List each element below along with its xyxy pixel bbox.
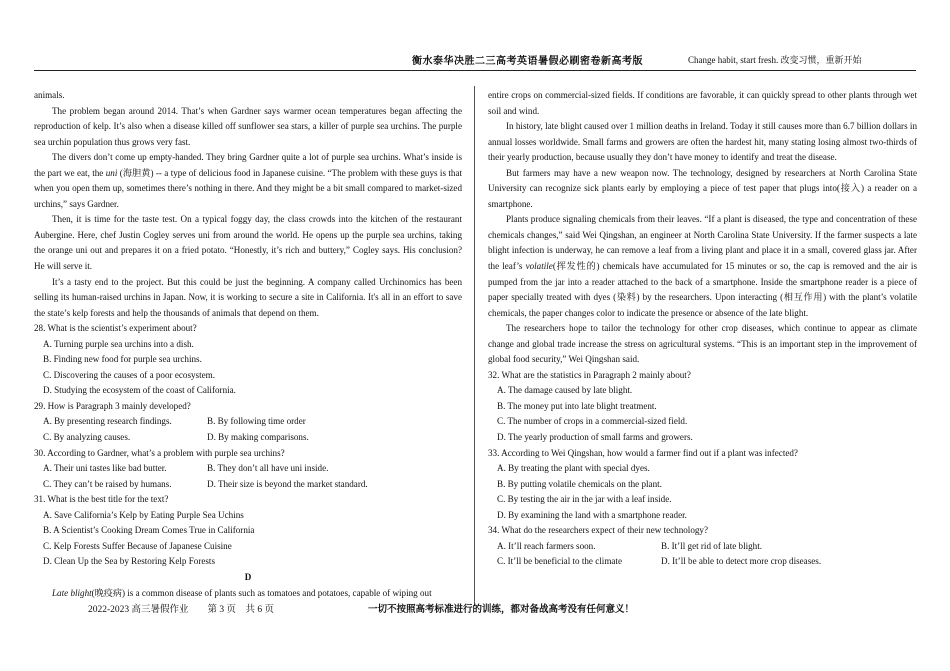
paragraph: Late blight(晚疫病) is a common disease of plants such as tomatoes and potatoes, capable of wiping out	[52, 587, 432, 598]
left-column	[34, 88, 462, 601]
option: B. They don’t all have uni inside.	[207, 463, 329, 474]
option: B. It’ll get rid of late blight.	[661, 540, 763, 551]
question-29: 29. How is Paragraph 3 mainly developed?	[34, 400, 191, 411]
option: B. Finding new food for purple sea urchins.	[43, 354, 202, 365]
paragraph: entire crops on commercial-sized fields. If conditions are favorable, it can quickly spread to other plants through wet soil and wind.	[488, 90, 917, 116]
option: B. A Scientist’s Cooking Dream Comes True in California	[43, 525, 255, 536]
option: C. The number of crops in a commercial-sized field.	[497, 416, 688, 427]
question-32: 32. What are the statistics in Paragraph 2 mainly about?	[488, 369, 691, 380]
paragraph: In history, late blight caused over 1 million deaths in Ireland. Today it still causes more than 6.7 billion dollars in annual losses worldwide. Small farms and growers are often the hardest hit, many stating losing almost two-thirds of their yearly production, because usually they don’t have money to identify and treat the disease.	[488, 121, 917, 163]
option: C. By analyzing causes.	[43, 432, 131, 443]
paragraph: The divers don’t come up empty-handed. They bring Gardner quite a lot of purple sea urchins. What’s inside is the part we eat, the uni (海胆黄) -- a type of delicious food in Japanese cuisine. “The problem with these guys is that when you open them up, sometimes there’s nothing in there. And they might be a bit small compared to market-sized urchins,” says Gardner.	[34, 152, 463, 209]
option-row	[34, 461, 462, 477]
footer-page-info: 2022-2023 高三暑假作业 第 3 页 共 6 页	[88, 605, 275, 615]
option: D. The yearly production of small farms and growers.	[497, 432, 693, 443]
option-row	[34, 477, 462, 493]
option: C. Discovering the causes of a poor ecosystem.	[43, 369, 215, 380]
option-row	[488, 539, 917, 555]
footer-slogan: 一切不按照高考标准进行的训练，都对备战高考没有任何意义！	[368, 605, 635, 615]
paragraph: The problem began around 2014. That’s when Gardner says warmer ocean temperatures began affecting the reproduction of kelp. It’s also when a disease killed off sunflower sea stars, a killer of purple sea urchins. The purple sea urchin population thus grows very fast.	[34, 105, 462, 147]
option: C. They can’t be raised by humans.	[43, 478, 172, 489]
header-slogan: Change habit, start fresh. 改变习惯，重新开始	[688, 55, 862, 65]
option: D. It’ll be able to detect more crop diseases.	[661, 556, 822, 567]
option: D. Studying the ecosystem of the coast of California.	[43, 385, 236, 396]
option: B. By putting volatile chemicals on the plant.	[497, 478, 662, 489]
question-31: 31. What is the best title for the text?	[34, 494, 169, 505]
option: A. By presenting research findings.	[43, 416, 172, 427]
option: A. Their uni tastes like bad butter.	[43, 463, 167, 474]
option: A. The damage caused by late blight.	[497, 385, 633, 396]
option-row	[34, 430, 462, 446]
option: B. The money put into late blight treatment.	[497, 400, 657, 411]
option: D. By making comparisons.	[207, 432, 309, 443]
option: A. It’ll reach farmers soon.	[497, 540, 596, 551]
question-34: 34. What do the researchers expect of their new technology?	[488, 525, 709, 536]
option: A. Save California’s Kelp by Eating Purple Sea Uchins	[43, 509, 244, 520]
question-30: 30. According to Gardner, what’s a problem with purple sea urchins?	[34, 447, 285, 458]
option-row	[488, 554, 917, 570]
right-column	[488, 88, 917, 570]
question-33: 33. According to Wei Qingshan, how would a farmer find out if a plant was infected?	[488, 447, 798, 458]
option: D. Clean Up the Sea by Restoring Kelp Forests	[43, 556, 215, 567]
option: C. It’ll be beneficial to the climate	[497, 556, 622, 567]
option-row	[34, 414, 462, 430]
page-header	[0, 52, 950, 72]
header-rule	[34, 70, 916, 71]
header-title: 衡水泰华决胜二三高考英语暑假必刷密卷新高考版	[412, 56, 643, 67]
section-heading: D	[244, 571, 252, 582]
paragraph: It’s a tasty end to the project. But this could be just the beginning. A company called Urchinomics has been selling its human-raised urchins in Japan. Now, it is working to secure a site in California. It's all in an effort to save the state’s kelp forests and help the thousands of animals that depend on them.	[34, 276, 462, 318]
question-28: 28. What is the scientist’s experiment about?	[34, 323, 197, 334]
paragraph: The researchers hope to tailor the technology for other crop diseases, which continue to appear as climate change and global trade increase the stress on agricultural systems. “This is an important step in the improvement of global food security,” Wei Qingshan said.	[488, 323, 917, 365]
option: C. By testing the air in the jar with a leaf inside.	[497, 494, 672, 505]
paragraph: animals.	[34, 90, 65, 100]
option: A. Turning purple sea urchins into a dish.	[43, 338, 194, 349]
option: C. Kelp Forests Suffer Because of Japanese Cuisine	[43, 540, 232, 551]
paragraph: But farmers may have a new weapon now. The technology, designed by researchers at North Carolina State University can recognize sick plants early by employing a piece of test paper that plugs into(接入) a reader on a smartphone.	[488, 167, 917, 209]
option: A. By treating the plant with special dyes.	[497, 463, 650, 474]
paragraph: Plants produce signaling chemicals from their leaves. “If a plant is diseased, the type and concentration of these chemicals changes,” said Wei Qingshan, an engineer at North Carolina State University. If the farmer suspects a late blight infection is underway, he can remove a leaf from a living plant and place it in a small, covered glass jar. After the leaf’s volatile(挥发性的) chemicals have accumulated for 15 minutes or so, the cap is removed and the air is pumped from the jar into a reader attached to the back of a smartphone. Inside the smartphone reader is a piece of paper specially treated with dyes (染料) by the researchers. Upon interacting (相互作用) with the plant’s volatile chemicals, the paper changes color to indicate the presence or absence of the late blight.	[488, 214, 917, 318]
option: B. By following time order	[207, 416, 306, 427]
column-divider	[474, 86, 475, 606]
paragraph: Then, it is time for the taste test. On a typical foggy day, the class crowds into the kitchen of the restaurant Aubergine. Here, chef Justin Cogley serves uni from around the world. He opens up the purple sea urchins, taking the orange uni out and prepares it on a fried potato. “Honestly, it’s rich and buttery,” Cogley says. His conclusion? He will serve it.	[34, 214, 462, 272]
option: D. By examining the land with a smartphone reader.	[497, 509, 687, 520]
option: D. Their size is beyond the market standard.	[207, 478, 368, 489]
